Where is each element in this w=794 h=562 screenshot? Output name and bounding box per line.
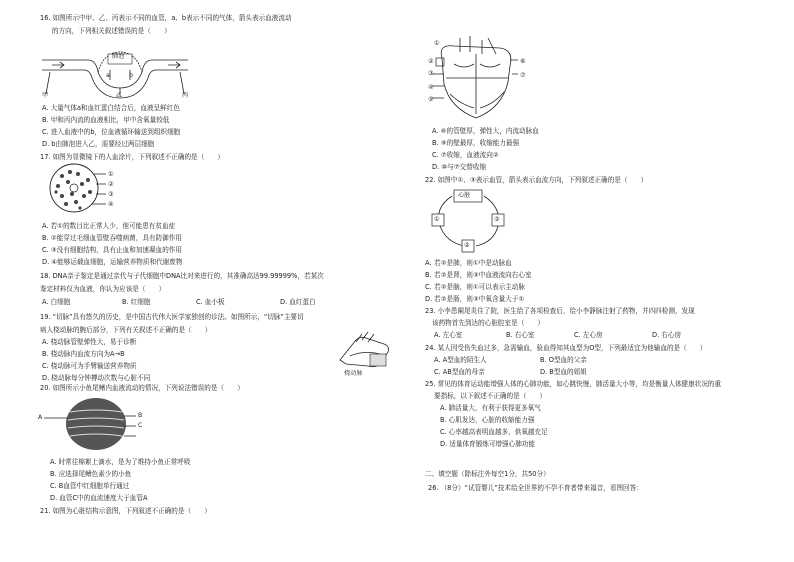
q22-label-1: ①	[434, 216, 440, 223]
q16-option-d: D. b由肺泡进入乙，需要经过两层细胞	[42, 140, 155, 148]
q20-label-c: C	[138, 422, 143, 429]
q26-stem: 26. （8分）“试管婴儿”技术给全世界的不孕不育者带来福音，看图回答：	[428, 484, 643, 492]
q17-option-c: C. ③没有细胞结构，具有止血和加速凝血的作用	[42, 246, 182, 254]
q17-stem: 17. 如图为显微镜下的人血涂片，下列叙述不正确的是（ ）	[40, 153, 225, 161]
q23-stem: 23. 小李患阑尾炎住了院，医生给了各项检查后，给小李静脉注射了药物，并四四检测，发现	[425, 307, 695, 315]
q25-option-c: C. 心率越高表明血越多，供氧越充足	[440, 428, 548, 436]
q20-option-d: D. 血管C中的血流速度大于血管A	[50, 494, 148, 502]
q25-option-a: A. 肺活量大，有利于获得更多氧气	[440, 404, 541, 412]
q22-option-a-letter: A.	[425, 259, 432, 267]
q23-option-a: A. 左心室	[434, 331, 463, 339]
q16-stem: 16. 如图所示中甲、乙、丙表示不同的血管，a、b表示不同的气体，箭头表示血液流动	[40, 14, 292, 22]
section-2-heading: 二、填空题（除标注外每空1分，共50分）	[425, 470, 550, 478]
q23-option-d: D. 右心房	[652, 331, 682, 339]
q21-label-4: ④	[428, 84, 434, 91]
q19-option-b: B. 桡动脉内血流方向为A→B	[42, 350, 125, 358]
q22-stem: 22. 如图中①、③表示血管，箭头表示血流方向，下列叙述正确的是（ ）	[425, 176, 648, 184]
q16-label-alveolus: 肺泡	[112, 53, 125, 60]
q21-option-b: B. ⑨的壁最厚，收缩能力最强	[432, 139, 520, 147]
q16-option-a: A. 大量气体a和血红蛋白结合后，血液呈鲜红色	[42, 104, 180, 112]
q17-label-3: ③	[108, 191, 114, 198]
q21-label-7: ⑦	[520, 72, 526, 79]
q25-option-d: D. 适量体育锻炼可增强心肺功能	[440, 440, 535, 448]
q16-label-yi: 乙	[116, 92, 123, 99]
q20-option-a: A. 时常往棉絮上滴水，是为了维持小鱼正常呼吸	[50, 458, 191, 466]
q18-stem: 18. DNA亲子鉴定是通过亲代与子代细胞中DNA比对来进行的，其准确高达99.99999%，若某次	[40, 272, 324, 280]
q16-figure	[40, 42, 190, 100]
q23-stem-2: 该药物首先到达的心脏腔室是（ ）	[432, 319, 545, 327]
q18-stem-2: 鉴定材料仅为血液，你认为应该是（ ）	[40, 285, 166, 293]
q19-stem-2: 病人桡动脉的腕后部分，下列有关叙述不正确的是（ ）	[40, 326, 212, 334]
q21-option-a: A. ⑥的管壁厚，弹性大，内流动脉血	[432, 127, 539, 135]
q21-label-3: ③	[428, 70, 434, 77]
q24-option-a: A. A型血的陌生人	[434, 356, 487, 364]
q22-option-d-letter: D.	[425, 295, 433, 303]
q19-option-d: D. 桡动脉每分钟搏动次数与心脏不同	[42, 374, 151, 382]
q21-option-d: D. ⑩与⑦交替收缩	[432, 163, 487, 171]
q16-stem-2: 的方向，下列相关叙述错误的是（ ）	[52, 27, 171, 35]
q22-option-d: 若②是肠，则③中氧含量大于①	[434, 295, 525, 303]
q19-wrist-figure	[336, 330, 394, 370]
q23-option-b: B. 右心室	[506, 331, 535, 339]
q17-label-1: ①	[108, 171, 114, 178]
q17-option-d: D. ④能够运载血细胞，运输营养物质和代谢废物	[42, 258, 183, 266]
q22-label-heart: 心脏	[458, 192, 471, 199]
q17-option-b: B. ②能穿过毛细血管壁吞噬病菌，具有防御作用	[42, 234, 182, 242]
q24-stem: 24. 某人因受伤失血过多，急需输血，验血得知其血型为O型，下列最适宜为他输血的是（ ）	[425, 344, 707, 352]
q20-label-b: B	[138, 412, 143, 419]
q17-blood-smear-figure	[44, 162, 128, 214]
q16-option-b: B. 甲和丙内流的血液相比，甲中含氧量较低	[42, 116, 170, 124]
q24-option-c: C. AB型血的母亲	[434, 368, 485, 376]
q18-option-a: A. 白细胞	[42, 298, 71, 306]
q22-label-2: ②	[464, 242, 470, 249]
q21-heart-figure	[430, 34, 520, 120]
q19-stem: 19. “切脉”具有悠久的历史，是中国古代伟大医学家独创的诊法。如图所示，“切脉”主要切	[40, 313, 304, 321]
q19-option-a: A. 桡动脉管壁弹性大，易于诊断	[42, 338, 137, 346]
q17-option-a: A. 若①的数目比正常人少，他可能患有贫血症	[42, 222, 176, 230]
q18-option-d: D. 血红蛋白	[280, 298, 316, 306]
q21-label-1: ①	[434, 40, 440, 47]
q25-stem: 25. 常见的体育运动能增强人体的心肺功能，如心跳快慢，肺活量大小等，均是衡量人体健康状况的重	[425, 380, 722, 388]
q21-label-6: ⑥	[520, 58, 526, 65]
q22-label-3: ③	[494, 216, 500, 223]
q21-label-2: ②	[428, 58, 434, 65]
q21-stem: 21. 如图为心脏结构示意图，下列叙述不正确的是（ ）	[40, 507, 211, 515]
q18-option-c: C. 血小板	[196, 298, 225, 306]
q21-label-5: ⑤	[428, 96, 434, 103]
q21-option-c: C. ⑦收缩，血液流向②	[432, 151, 499, 159]
q16-option-c: C. 进入血液中的b，位血液循环输送到组织细胞	[42, 128, 181, 136]
q23-option-c: C. 左心房	[574, 331, 603, 339]
q22-option-c: 若②是脑，则①可以表示主动脉	[434, 283, 525, 291]
q18-option-b: B. 红细胞	[122, 298, 151, 306]
q16-label-jia: 甲	[42, 92, 49, 99]
q22-option-b: 若②是肾，则③中血液流向右心室	[434, 271, 532, 279]
q22-option-a: 若②是肺，则①中是动脉血	[434, 259, 512, 267]
q20-stem: 20. 如图所示小鱼尾鳍内血液流动的情况，下列说法错误的是（ ）	[40, 384, 244, 392]
q25-stem-2: 要指标，以下叙述不正确的是（ ）	[434, 392, 547, 400]
q20-fish-tail-figure	[40, 396, 150, 452]
q19-label-radial-artery: 桡动脉	[344, 370, 363, 377]
q24-option-b: B. O型血的父亲	[540, 356, 587, 364]
q16-label-b: b	[129, 72, 133, 79]
q16-label-bing: 丙	[182, 92, 189, 99]
q20-option-b: B. 应选择尾鳍色素少的小鱼	[50, 470, 132, 478]
q20-option-c: C. B血管中红细胞单行通过	[50, 482, 130, 490]
q16-label-a: a	[106, 72, 110, 79]
q22-option-c-letter: C.	[425, 283, 432, 291]
q22-option-b-letter: B.	[425, 271, 432, 279]
q17-label-2: ②	[108, 181, 114, 188]
q24-option-d: D. B型血的姐姐	[540, 368, 587, 376]
q20-label-a: A	[38, 414, 43, 421]
q25-option-b: B. 心肌发达，心脏的收缩能力强	[440, 416, 535, 424]
q17-label-4: ④	[108, 201, 114, 208]
q19-option-c: C. 桡动脉可为手臂输送营养物质	[42, 362, 137, 370]
